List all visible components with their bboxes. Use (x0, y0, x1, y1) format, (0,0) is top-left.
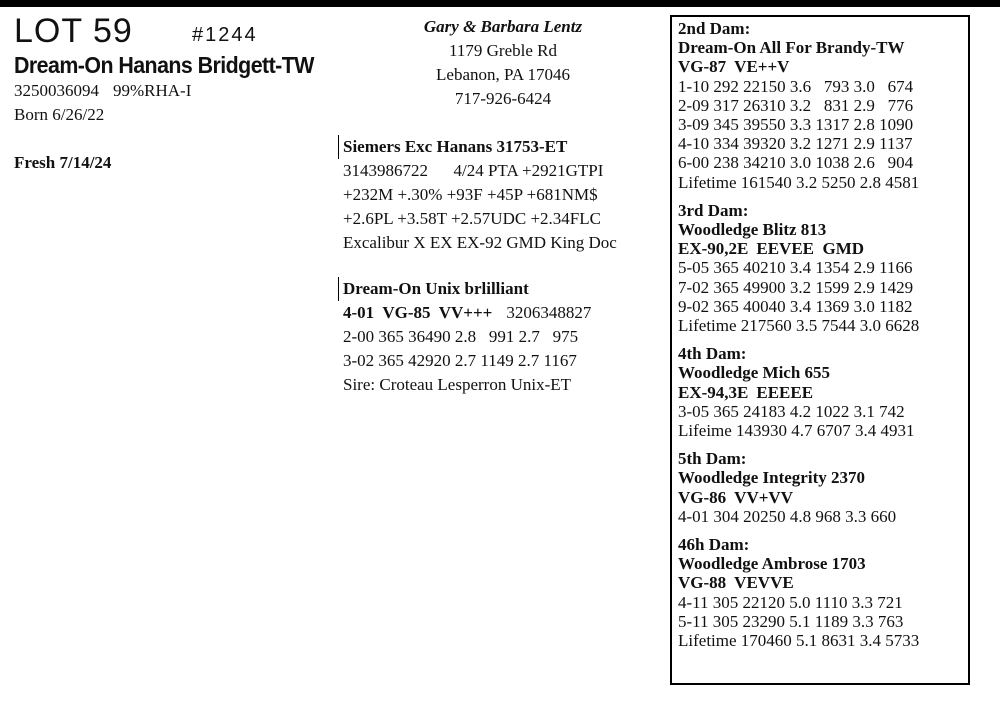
production-record: 1-10 292 22150 3.6 793 3.0 674 (678, 76, 914, 96)
pedigree-section (678, 449, 919, 526)
production-record: 9-02 365 40040 3.4 1369 3.0 1182 (678, 296, 913, 316)
production-record: 6-00 238 34210 3.0 1038 2.6 904 (678, 153, 914, 173)
ancestor-name: Woodledge Ambrose 1703 (678, 554, 866, 574)
owner-phone: 717-926-6424 (454, 89, 552, 108)
classification-line (678, 573, 919, 592)
production-record: 7-02 365 49900 3.2 1599 2.9 1429 (678, 277, 914, 297)
rha-percentage: 99%RHA-I (113, 81, 192, 100)
classification-score: VG-86 (678, 487, 727, 507)
dam-generation-title: 46h Dam: (678, 535, 750, 555)
production-record: Lifetime 217560 3.5 7544 3.0 6628 (678, 316, 920, 336)
dam-registration: 3206348827 (506, 303, 592, 322)
pedigree-section (678, 201, 919, 335)
pedigree-section (678, 19, 919, 192)
fresh-date: Fresh 7/14/24 (14, 153, 112, 172)
animal-name: Dream-On Hanans Bridgett-TW (14, 52, 314, 78)
top-rule (0, 0, 1000, 7)
sire-line-1: 3143986722 4/24 PTA +2921GTPI (343, 161, 604, 180)
animal-id-line (14, 81, 191, 101)
production-record: 4-01 304 20250 4.8 968 3.3 660 (678, 506, 897, 526)
pedigree-list (678, 19, 919, 659)
ancestor-name: Woodledge Mich 655 (678, 363, 831, 383)
classification-detail: VV+VV (734, 487, 793, 507)
classification-score: VG-87 (678, 57, 727, 77)
pedigree-section (678, 535, 919, 650)
lot-number: #1244 (192, 24, 258, 46)
classification-line (678, 57, 919, 76)
dam-generation-title: 2nd Dam: (678, 19, 751, 38)
dam-generation-title: 4th Dam: (678, 344, 747, 364)
production-record: 4-11 305 22120 5.0 1110 3.3 721 (678, 592, 903, 612)
owner-name: Gary & Barbara Lentz (423, 17, 583, 36)
classification-detail: VE++V (734, 57, 790, 77)
production-record: 5-05 365 40210 3.4 1354 2.9 1166 (678, 258, 913, 278)
classification-line (678, 239, 919, 258)
production-record: 5-11 305 23290 5.1 1189 3.3 763 (678, 611, 904, 631)
production-record: 4-10 334 39320 3.2 1271 2.9 1137 (678, 134, 913, 154)
dam-score-line (338, 301, 591, 325)
sire-line-4: Excalibur X EX EX-92 GMD King Doc (343, 233, 617, 252)
sire-line-3: +2.6PL +3.58T +2.57UDC +2.34FLC (343, 209, 601, 228)
production-record: 3-09 345 39550 3.3 1317 2.8 1090 (678, 115, 914, 135)
lot-label: LOT 59 (14, 12, 133, 50)
dam-generation-title: 5th Dam: (678, 449, 747, 469)
ancestor-name: Dream-On All For Brandy-TW (678, 38, 905, 58)
production-record: Lifetime 161540 3.2 5250 2.8 4581 (678, 172, 920, 192)
owner-city: Lebanon, PA 17046 (436, 65, 570, 84)
dam-generation-title: 3rd Dam: (678, 200, 749, 220)
classification-detail: EEVEE GMD (756, 239, 865, 259)
birth-date: Born 6/26/22 (14, 105, 105, 124)
dam-block (338, 277, 591, 397)
ancestor-name: Woodledge Blitz 813 (678, 220, 827, 240)
owner-block (392, 15, 614, 111)
classification-score: VG-88 (678, 573, 727, 593)
pedigree-section (678, 344, 919, 440)
production-record: 3-05 365 24183 4.2 1022 3.1 742 (678, 401, 905, 421)
ancestor-name: Woodledge Integrity 2370 (678, 468, 865, 488)
production-record: 2-09 317 26310 3.2 831 2.9 776 (678, 95, 914, 115)
dam-sire: Sire: Croteau Lesperron Unix-ET (343, 375, 572, 394)
production-record: Lifetime 170460 5.1 8631 3.4 5733 (678, 631, 920, 651)
dam-name: Dream-On Unix brlilliant (338, 277, 591, 301)
classification-detail: EEEEE (756, 382, 814, 402)
classification-detail: VEVVE (734, 573, 794, 593)
sire-name: Siemers Exc Hanans 31753-ET (338, 135, 617, 159)
sire-line-2: +232M +.30% +93F +45P +681NM$ (343, 185, 598, 204)
sire-block (338, 135, 617, 255)
registration-number: 3250036094 (14, 81, 99, 100)
pedigree-box (670, 15, 970, 685)
production-record: Lifeime 143930 4.7 6707 3.4 4931 (678, 421, 915, 441)
dam-record-1: 2-00 365 36490 2.8 991 2.7 975 (343, 327, 579, 346)
classification-line (678, 383, 919, 402)
dam-record-2: 3-02 365 42920 2.7 1149 2.7 1167 (343, 351, 577, 370)
classification-score: EX-90,2E (678, 239, 749, 259)
dam-score: 4-01 VG-85 VV+++ (343, 303, 493, 322)
owner-street: 1179 Greble Rd (449, 41, 557, 60)
classification-line (678, 488, 919, 507)
classification-score: EX-94,3E (678, 382, 749, 402)
